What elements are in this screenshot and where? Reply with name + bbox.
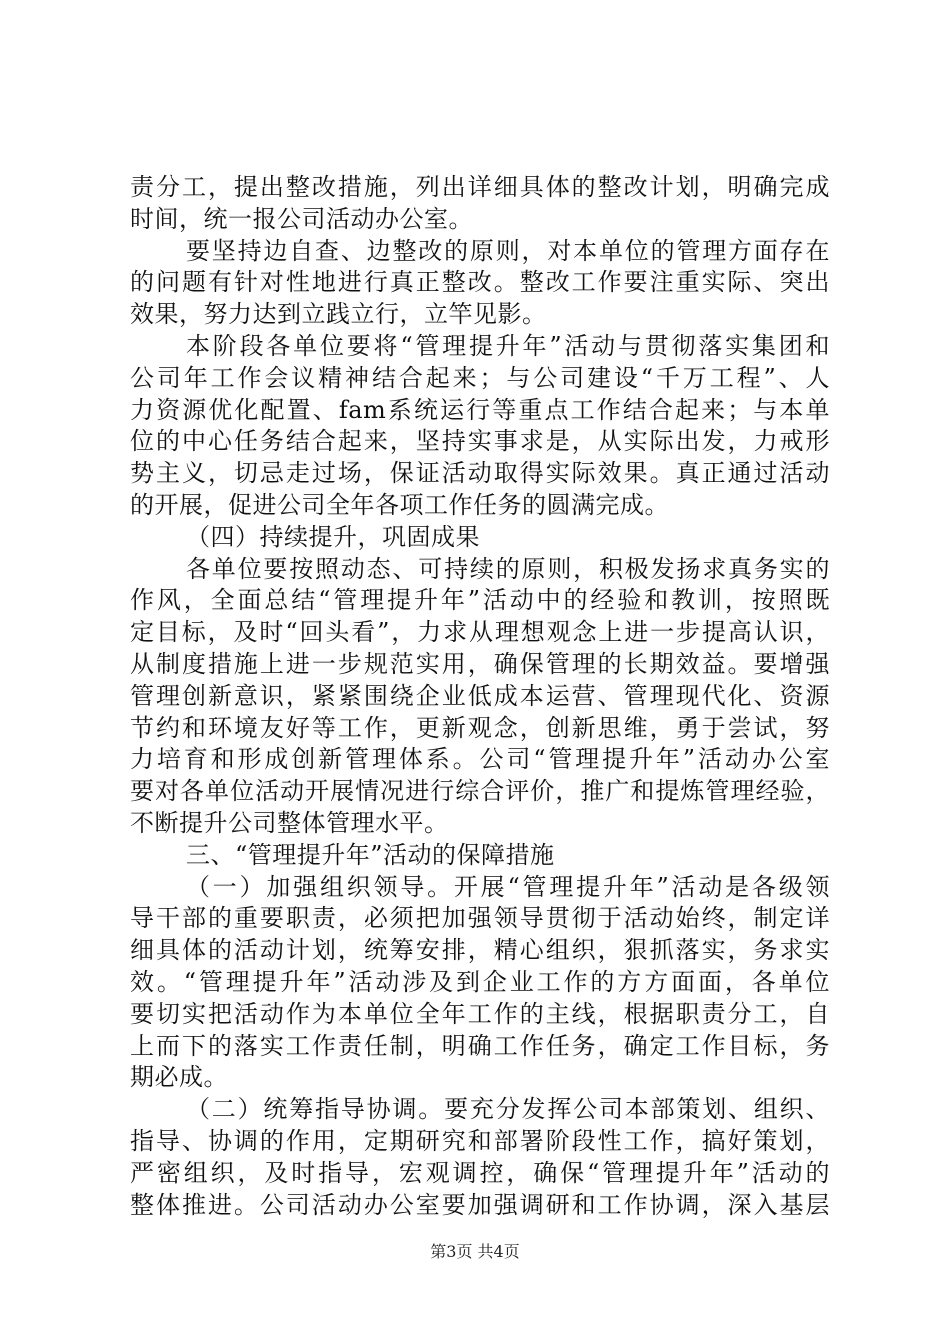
text-line: （二）统筹指导协调。要充分发挥公司本部策划、组织、 xyxy=(186,1095,830,1124)
text-line: 力培育和形成创新管理体系。公司“管理提升年”活动办公室 xyxy=(130,745,830,774)
text-line: 要对各单位活动开展情况进行综合评价，推广和提炼管理经验， xyxy=(130,777,830,806)
text-line: 效。“管理提升年”活动涉及到企业工作的方方面面，各单位 xyxy=(130,967,830,996)
document-body xyxy=(130,172,830,1221)
text-line: 位的中心任务结合起来，坚持实事求是，从实际出发，力戒形 xyxy=(130,427,830,456)
text-line: 作风，全面总结“管理提升年”活动中的经验和教训，按照既 xyxy=(130,586,830,615)
text-line: 节约和环境友好等工作，更新观念，创新思维，勇于尝试，努 xyxy=(130,713,830,742)
text-line: 的开展，促进公司全年各项工作任务的圆满完成。 xyxy=(130,490,669,519)
text-line: 从制度措施上进一步规范实用，确保管理的长期效益。要增强 xyxy=(130,649,830,678)
text-line: 细具体的活动计划，统筹安排，精心组织，狠抓落实，务求实 xyxy=(130,936,830,965)
text-line: 管理创新意识，紧紧围绕企业低成本运营、管理现代化、资源 xyxy=(130,681,830,710)
text-line: 严密组织，及时指导，宏观调控，确保“管理提升年”活动的 xyxy=(130,1158,830,1187)
text-line: 上而下的落实工作责任制，明确工作任务，确定工作目标，务 xyxy=(130,1031,830,1060)
text-line: 时间，统一报公司活动办公室。 xyxy=(130,204,473,233)
text-line: 各单位要按照动态、可持续的原则，积极发扬求真务实的 xyxy=(186,554,830,583)
text-line: 责分工，提出整改措施，列出详细具体的整改计划，明确完成 xyxy=(130,173,830,201)
text-line: 导干部的重要职责，必须把加强领导贯彻于活动始终，制定详 xyxy=(130,904,830,933)
text-line: 定目标，及时“回头看”，力求从理想观念上进一步提高认识， xyxy=(130,618,830,647)
text-line: 势主义，切忌走过场，保证活动取得实际效果。真正通过活动 xyxy=(130,459,830,488)
text-line: 要坚持边自查、边整改的原则，对本单位的管理方面存在 xyxy=(186,236,830,265)
text-line: 本阶段各单位要将“管理提升年”活动与贯彻落实集团和 xyxy=(186,331,830,360)
text-line: 公司年工作会议精神结合起来；与公司建设“千万工程”、人 xyxy=(130,363,830,392)
text-line: 力资源优化配置、fam系统运行等重点工作结合起来；与本单 xyxy=(130,395,830,424)
page-footer: 第3页 共4页 xyxy=(430,1242,520,1261)
text-line: 的问题有针对性地进行真正整改。整改工作要注重实际、突出 xyxy=(130,268,830,297)
text-line: 效果，努力达到立践立行，立竿见影。 xyxy=(130,300,547,329)
text-line: 指导、协调的作用，定期研究和部署阶段性工作，搞好策划， xyxy=(130,1126,830,1155)
text-line: 不断提升公司整体管理水平。 xyxy=(130,808,449,837)
text-line: 要切实把活动作为本单位全年工作的主线，根据职责分工，自 xyxy=(130,999,830,1028)
text-line: 期必成。 xyxy=(130,1063,228,1092)
text-line: （一）加强组织领导。开展“管理提升年”活动是各级领 xyxy=(186,872,830,901)
text-line: 整体推进。公司活动办公室要加强调研和工作协调，深入基层 xyxy=(130,1190,830,1219)
text-line: 三、“管理提升年”活动的保障措施 xyxy=(186,840,555,869)
text-line: （四）持续提升，巩固成果 xyxy=(186,522,480,551)
